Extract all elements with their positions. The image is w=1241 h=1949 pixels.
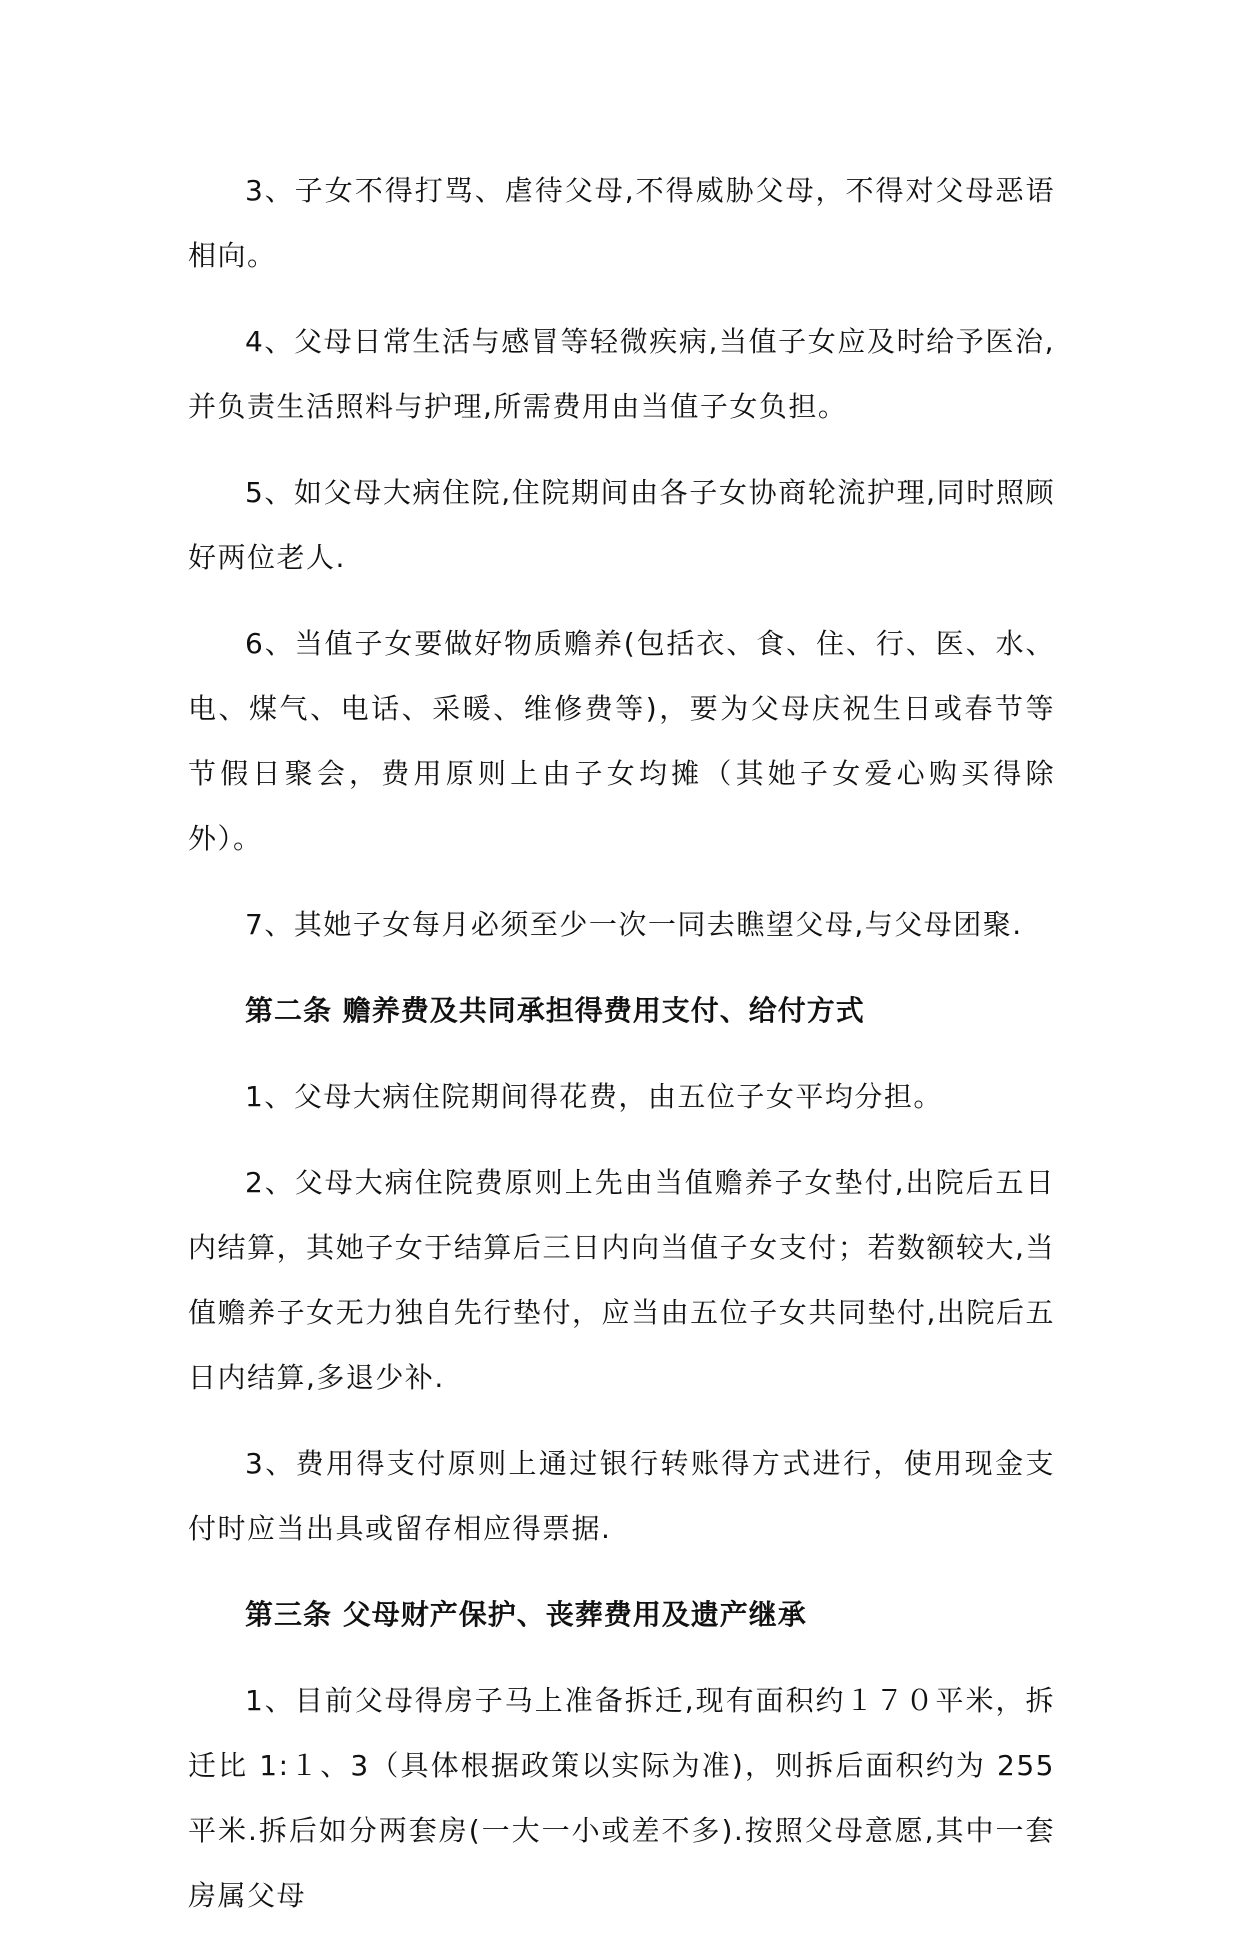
clause-item-3: 3、子女不得打骂、虐待父母,不得威胁父母，不得对父母恶语相向。	[188, 174, 1055, 272]
section-heading-article-2: 第二条 赡养费及共同承担得费用支付、给付方式	[245, 994, 865, 1027]
document-body	[188, 158, 1055, 1949]
clause-item-4: 4、父母日常生活与感冒等轻微疾病,当值子女应及时给予医治,并负责生活照料与护理,所需费用由当值子女负担。	[188, 325, 1055, 423]
article-3-item-1: 1、目前父母得房子马上准备拆迁,现有面积约１７０平米，拆迁比 1:１、3（具体根据政策以实际为准)，则拆后面积约为 255 平米.拆后如分两套房(一大一小或差不多).按照父母意愿,其中一套房属父母	[188, 1684, 1055, 1912]
article-2-item-3: 3、费用得支付原则上通过银行转账得方式进行，使用现金支付时应当出具或留存相应得票据.	[188, 1447, 1055, 1545]
clause-item-6: 6、当值子女要做好物质赡养(包括衣、食、住、行、医、水、电、煤气、电话、采暖、维修费等)，要为父母庆祝生日或春节等节假日聚会，费用原则上由子女均摊（其她子女爱心购买得除外）。	[188, 627, 1055, 855]
article-2-item-1: 1、父母大病住院期间得花费，由五位子女平均分担。	[245, 1080, 943, 1113]
clause-item-5: 5、如父母大病住院,住院期间由各子女协商轮流护理,同时照顾好两位老人.	[188, 476, 1055, 574]
clause-item-7: 7、其她子女每月必须至少一次一同去瞧望父母,与父母团聚.	[245, 908, 1023, 941]
article-2-item-2: 2、父母大病住院费原则上先由当值赡养子女垫付,出院后五日内结算，其她子女于结算后三日内向当值子女支付；若数额较大,当值赡养子女无力独自先行垫付，应当由五位子女共同垫付,出院后五日内结算,多退少补.	[188, 1166, 1055, 1394]
section-heading-article-3: 第三条 父母财产保护、丧葬费用及遗产继承	[245, 1598, 807, 1631]
